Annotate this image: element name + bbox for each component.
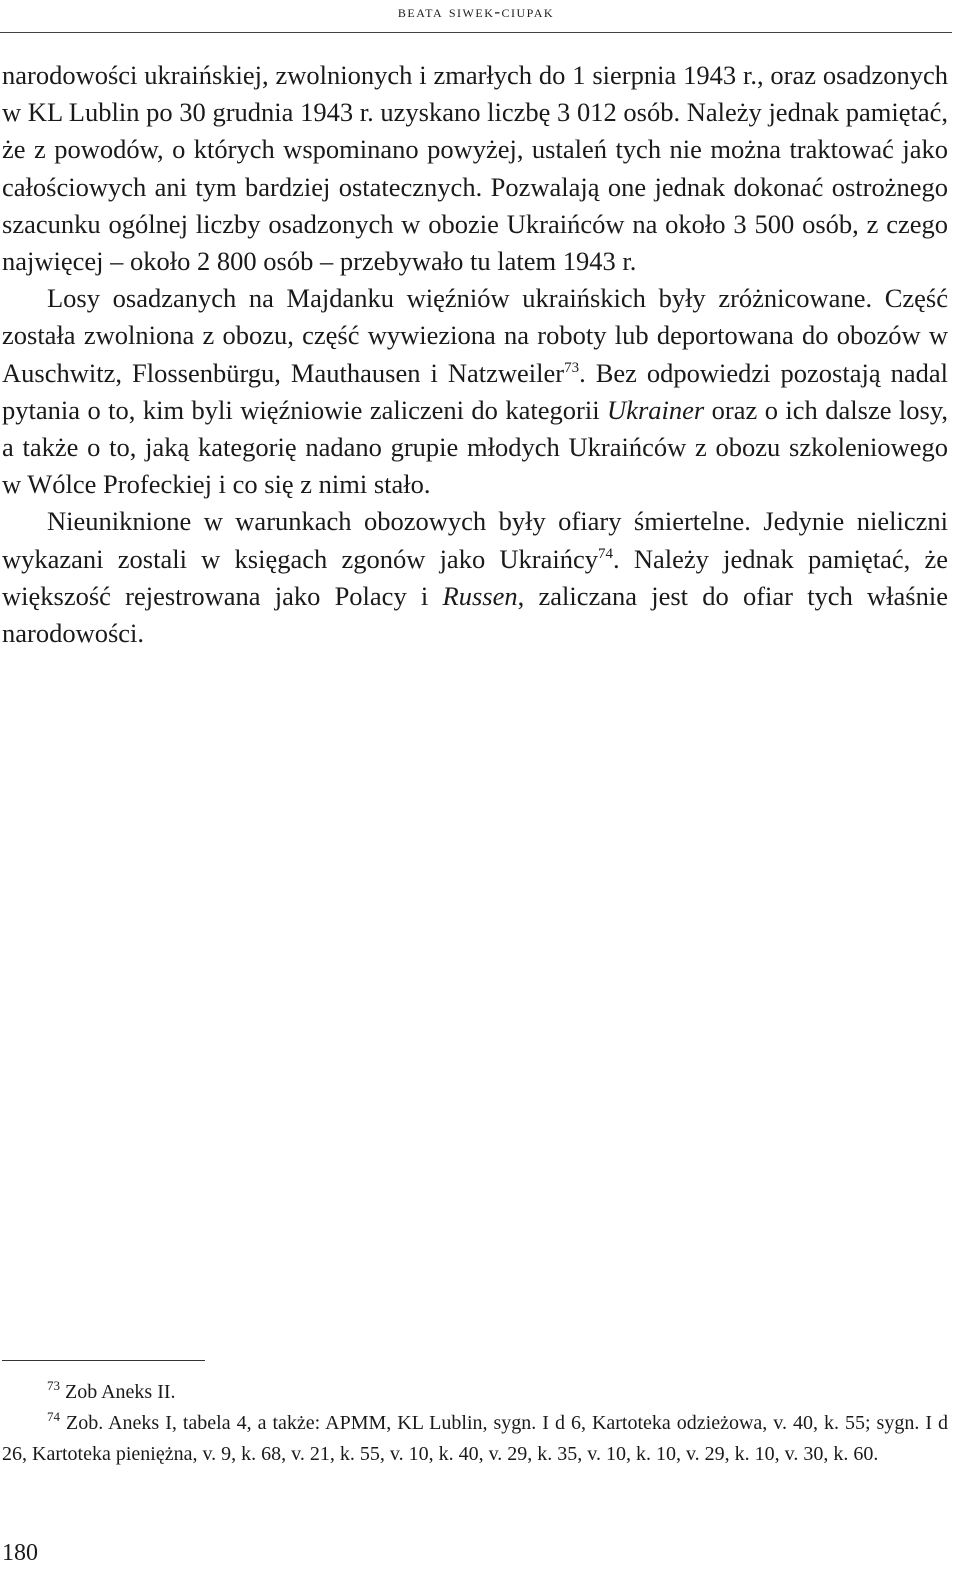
page-number: 180 bbox=[2, 1540, 38, 1566]
paragraph-2-text-b: . Bez odpowiedzi pozostają nadal pytania o to, kim byli więźniowie zaliczeni do kategorii bbox=[2, 357, 948, 425]
paragraph-1 bbox=[2, 57, 948, 280]
footnote-number: 74 bbox=[47, 1409, 60, 1424]
paragraph-3-text-a: Nieuniknione w warunkach obozowych były ofiary śmiertelne. Jedynie nieliczni wykazani zostali w księgach zgonów jako Ukraińcy bbox=[2, 506, 948, 574]
footnote-number: 73 bbox=[47, 1378, 60, 1393]
paragraph-1-text: narodowości ukraińskiej, zwolnionych i zmarłych do 1 sierpnia 1943 r., oraz osadzonych w KL Lublin po 30 grudnia 1943 r. uzyskano liczbę 3 012 osób. Należy jednak pamiętać, że z powodów, o których wspominano powyżej, ustaleń tych nie można traktować jako całościowych ani tym bardziej ostatecznych. Pozwalają one jednak dokonać ostrożnego szacunku ogólnej liczby osadzonych w obozie Ukraińców na około 3 500 osób, z czego najwięcej – około 2 800 osób – przebywało tu latem 1943 r. bbox=[2, 60, 948, 277]
main-text bbox=[2, 57, 948, 652]
footnotes bbox=[2, 1377, 948, 1470]
paragraph-3 bbox=[2, 503, 948, 652]
footnote-ref-74[interactable]: 74 bbox=[598, 545, 614, 562]
footnote-text: Zob Aneks II. bbox=[65, 1381, 176, 1403]
footnote-text: Zob. Aneks I, tabela 4, a także: APMM, KL Lublin, sygn. I d 6, Kartoteka odzieżowa, v. 40, k. 55; sygn. I d 26, Kartoteka pieniężna, v. 9, k. 68, v. 21, k. 55, v. 10, k. 40, v. 29, k. 35, v. 10, k. 10, v. 29, k. 10, v. 30, k. 60. bbox=[2, 1412, 948, 1465]
footnote-74 bbox=[2, 1408, 948, 1470]
running-header: beata siwek-ciupak bbox=[0, 0, 952, 33]
paragraph-2-text-a: Losy osadzanych na Majdanku więźniów ukraińskich były zróżnicowane. Część została zwolniona z obozu, część wywieziona na roboty lub deportowana do obozów w Auschwitz, Flossenbürgu, Mauthausen i Natzweiler bbox=[2, 283, 948, 388]
footnote-divider bbox=[2, 1360, 205, 1361]
footnote-ref-73[interactable]: 73 bbox=[564, 359, 580, 376]
paragraph-2-text-c: oraz o ich dalsze losy, a także o to, jaką kategorię nadano grupie młodych Ukraińców z obozu szkoleniowego w Wólce Profeckiej i co się z nimi stało. bbox=[2, 394, 949, 500]
term-ukrainer: Ukrainer bbox=[607, 394, 705, 425]
footnote-73 bbox=[2, 1377, 948, 1408]
paragraph-2 bbox=[2, 280, 948, 503]
paragraph-3-text-b: . Należy jednak pamiętać, że większość rejestrowana jako Polacy i bbox=[2, 543, 948, 611]
term-russen: Russen bbox=[442, 580, 518, 611]
paragraph-3-text-c: , zaliczana jest do ofiar tych właśnie narodowości. bbox=[2, 580, 948, 649]
